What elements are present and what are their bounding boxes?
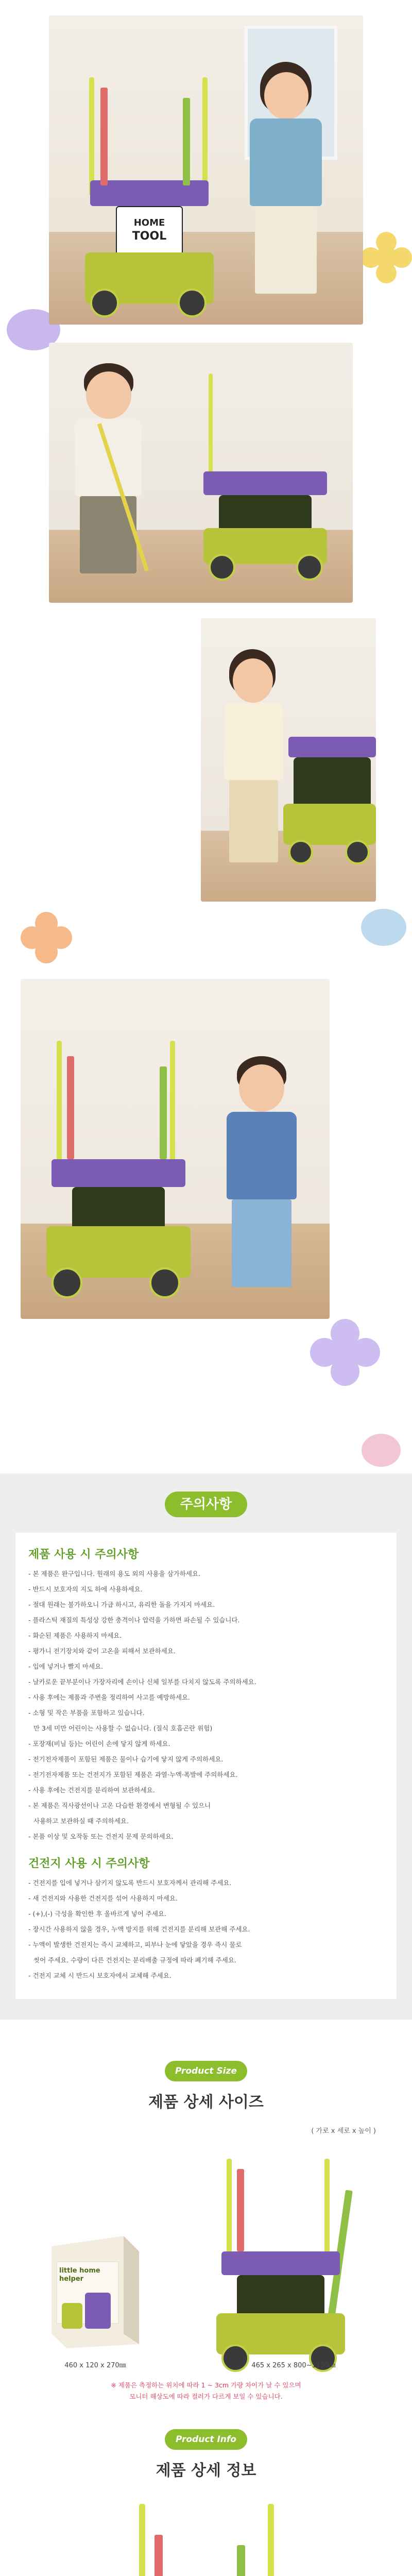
sign-home-text: HOME	[133, 217, 165, 228]
battery-caution-list	[28, 1875, 389, 1984]
decor-flower-lavender	[309, 1319, 381, 1386]
product-box-image	[46, 2231, 144, 2349]
decor-flower-blue	[360, 907, 407, 948]
product-dimensions: 465 x 265 x 800~1150㎜	[251, 2362, 336, 2369]
size-unit-note: ( 가로 x 세로 x 높이 )	[311, 2127, 376, 2135]
usage-caution-item: - 날카로운 끝부분이나 가장자리에 손이나 신체 일부를 다치지 않도록 주의하세요.	[28, 1678, 256, 1686]
usage-caution-item: - 사용 후에는 제품과 주변을 정리하여 사고를 예방하세요.	[28, 1693, 191, 1701]
battery-caution-item: - 장시간 사용하지 않을 경우, 누액 방지를 위해 건전지를 분리해 보관해 주세요.	[28, 1925, 250, 1933]
usage-caution-item: - 플라스틱 재질의 특성상 강한 충격이나 압력을 가하면 파손될 수 있습니다.	[28, 1616, 240, 1624]
battery-caution-item: - 건전지 교체 시 반드시 보호자에서 교체해 주세요.	[28, 1972, 171, 1979]
size-footnote-line1: ※ 제품은 측정하는 위치에 따라 1 ~ 3cm 가량 차이가 날 수 있으며	[111, 2381, 301, 2389]
box-brand-text: little home helper	[59, 2267, 100, 2283]
usage-caution-item: - 포장재(비닐 등)는 어린이 손에 닿지 않게 하세요.	[28, 1740, 170, 1748]
usage-caution-item: - 소형 및 작은 부품을 포함하고 있습니다.	[28, 1709, 145, 1717]
photo-boy-sweeping	[49, 343, 353, 603]
usage-caution-item: 만 3세 미만 어린이는 사용할 수 없습니다. (질식 호흡곤란 위험)	[33, 1724, 213, 1732]
usage-caution-item: - 평가니 전기장치와 같이 고온을 피해서 보관하세요.	[28, 1647, 176, 1655]
usage-caution-heading: 제품 사용 시 주의사항	[28, 1548, 139, 1561]
usage-caution-item: - 전기전자제품이 포함된 제품은 물이나 습기에 닿지 않게 주의하세요.	[28, 1755, 224, 1763]
sign-tool-text: TOOL	[132, 230, 167, 243]
usage-caution-item: - 전기전자제품 또는 건전지가 포함된 제품은 과열·누액·폭발에 주의하세요.	[28, 1771, 238, 1778]
usage-caution-item: - 반드시 보호자의 지도 하에 사용하세요.	[28, 1585, 143, 1593]
battery-caution-heading: 건전지 사용 시 주의사항	[28, 1857, 150, 1870]
usage-caution-item: - 입에 넣거나 빨지 마세요.	[28, 1663, 104, 1670]
usage-caution-item: - 절대 원래는 불가하오니 가급 하시고, 유리한 돌을 가지지 마세요.	[28, 1601, 215, 1608]
photo-girl-at-cart	[201, 618, 376, 902]
usage-caution-item: - 본품 이상 및 오작동 또는 건전지 문제 문의하세요.	[28, 1833, 174, 1840]
usage-caution-item: - 화순된 제품은 사용하지 마세요.	[28, 1632, 122, 1639]
photo-kids-with-cart	[21, 979, 330, 1319]
size-footnote-line2: 모니터 해상도에 따라 컬러가 다르게 보일 수 있습니다.	[129, 2393, 283, 2400]
product-info-image	[52, 2504, 360, 2576]
battery-caution-item: - 건전지를 입에 넣거나 삼키지 않도록 반드시 보호자께서 관리해 주세요.	[28, 1879, 232, 1887]
box-dimensions: 460 x 120 x 270㎜	[64, 2362, 126, 2369]
caution-title: 주의사항	[165, 1492, 247, 1517]
usage-caution-item: - 본 제품은 직사광선이나 고온 다습한 환경에서 변형될 수 있으니	[28, 1802, 211, 1809]
product-size-pill: Product Size	[165, 2061, 247, 2081]
product-info-title: 제품 상세 정보	[156, 2462, 256, 2480]
usage-caution-list	[28, 1566, 389, 1844]
decor-flower-yellow	[360, 232, 412, 283]
usage-caution-item: - 사용 후에는 건전지를 분리하여 보관하세요.	[28, 1786, 155, 1794]
decor-flower-pink	[360, 1432, 402, 1468]
photo-girl-with-cart	[49, 15, 363, 325]
product-size-title: 제품 상세 사이즈	[148, 2093, 264, 2111]
battery-caution-item: 씻어 주세요. 수량이 다른 건전지는 분리배출 규정에 따라 폐기해 주세요.	[33, 1956, 236, 1964]
battery-caution-item: - (+),(-) 극성을 확인한 후 올바르게 넣어 주세요.	[28, 1910, 166, 1918]
battery-caution-item: - 새 건전지와 사용한 건전지를 섞어 사용하지 마세요.	[28, 1894, 178, 1902]
decor-flower-orange	[21, 912, 72, 963]
usage-caution-item: 사용하고 보관하실 때 주의하세요.	[33, 1817, 129, 1825]
product-size-image	[206, 2159, 360, 2385]
battery-caution-item: - 누액이 발생한 건전지는 즉시 교체하고, 피부나 눈에 닿았을 경우 즉시 물로	[28, 1941, 242, 1948]
usage-caution-item: - 본 제품은 완구입니다. 원래의 용도 외의 사용을 삼가하세요.	[28, 1570, 201, 1578]
product-info-pill: Product Info	[165, 2429, 247, 2450]
